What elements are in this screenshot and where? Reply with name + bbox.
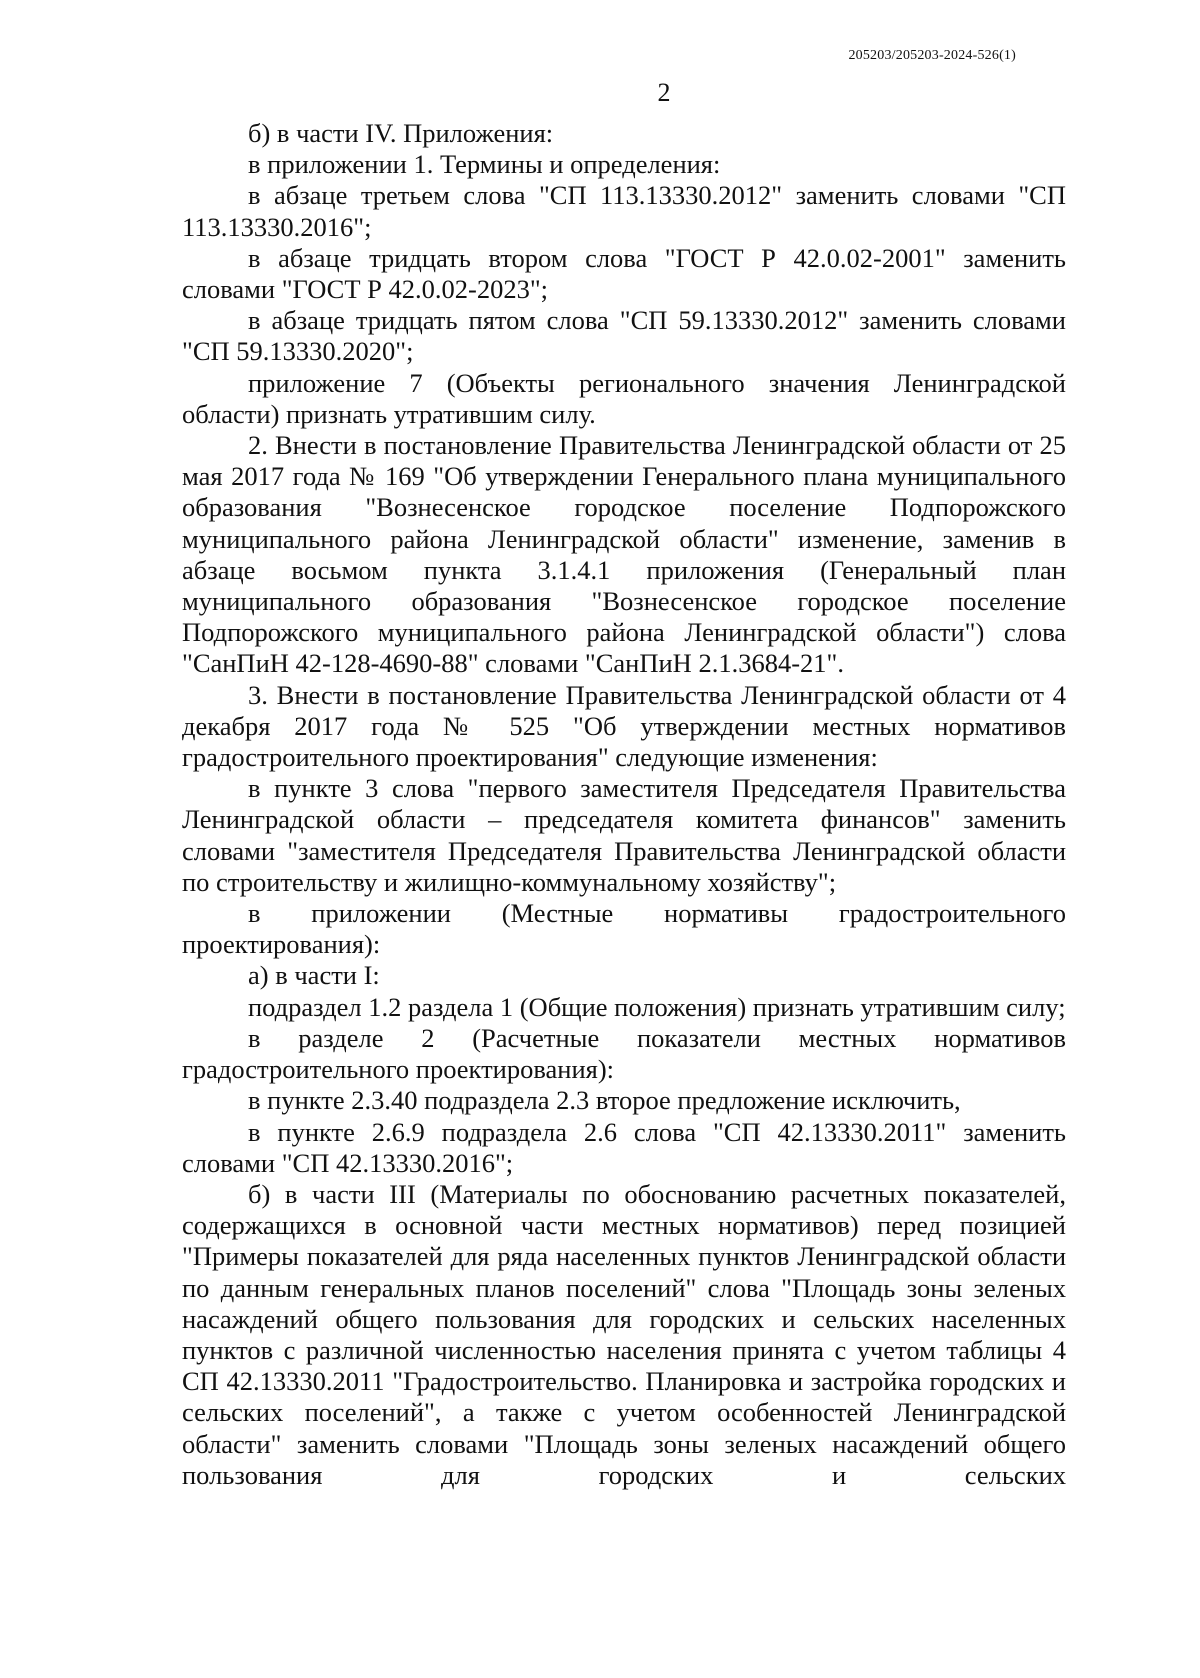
paragraph: б) в части IV. Приложения: (248, 118, 554, 148)
paragraph: в пункте 2.3.40 подраздела 2.3 второе предложение исключить, (248, 1085, 961, 1116)
paragraph: в абзаце тридцать втором слова "ГОСТ Р 42.0.02-2001" заменить словами "ГОСТ Р 42.0.02-2023"; (182, 242, 1066, 305)
paragraph: в абзаце тридцать пятом слова "СП 59.13330.2012" заменить словами "СП 59.13330.2020"; (182, 305, 1066, 367)
page-number: 2 (657, 78, 671, 107)
paragraph: 3. Внести в постановление Правительства Ленинградской области от 4 декабря 2017 года № 525 "Об утверждении местных нормативов градостроительного проектирования" следующие изменения: (182, 679, 1066, 773)
paragraph: приложение 7 (Объекты регионального значения Ленинградской области) признать утратившим силу. (182, 367, 1066, 429)
paragraph: а) в части I: (248, 960, 380, 991)
paragraph: 2. Внести в постановление Правительства Ленинградской области от 25 мая 2017 года № 169 "Об утверждении Генерального плана муниципального образования "Вознесенское городское поселение Подпорожского муниципального района Ленинградской области" изменение, заменив в абзаце восьмом пункта 3.1.4.1 приложения (Генеральный план муниципального образования "Вознесенское городское поселение Подпорожского муниципального района Ленинградской области") слова "СанПиН 42-128-4690-88" словами "СанПиН 2.1.3684-21". (182, 430, 1066, 679)
paragraph: в пункте 2.6.9 подраздела 2.6 слова "СП 42.13330.2011" заменить словами "СП 42.13330.2016"; (182, 1116, 1066, 1178)
paragraph: в разделе 2 (Расчетные показатели местных нормативов градостроительного проектирования): (182, 1022, 1066, 1085)
paragraph: в приложении (Местные нормативы градостроительного проектирования): (182, 898, 1066, 960)
document-body (182, 118, 1066, 1491)
paragraph: б) в части III (Материалы по обоснованию расчетных показателей, содержащихся в основной части местных нормативов) перед позицией "Примеры показателей для ряда населенных пунктов Ленинградской области по данным генеральных планов поселений" слова "Площадь зоны зеленых насаждений общего пользования для городских и сельских населенных пунктов с различной численностью населения принята с учетом таблицы 4 СП 42.13330.2011 "Градостроительство. Планировка и застройка городских и сельских поселений", а также с учетом особенностей Ленинградской области" заменить словами "Площадь зоны зеленых насаждений общего пользования для городских и сельских (182, 1178, 1066, 1490)
paragraph: в пункте 3 слова "первого заместителя Председателя Правительства Ленинградской области – председателя комитета финансов" заменить словами "заместителя Председателя Правительства Ленинградской области по строительству и жилищно-коммунальному хозяйству"; (182, 773, 1066, 897)
paragraph: в абзаце третьем слова "СП 113.13330.2012" заменить словами "СП 113.13330.2016"; (182, 180, 1066, 242)
paragraph: подраздел 1.2 раздела 1 (Общие положения) признать утратившим силу; (248, 991, 1066, 1022)
document-id: 205203/205203-2024-526(1) (848, 48, 1016, 63)
paragraph: в приложении 1. Термины и определения: (248, 149, 721, 180)
